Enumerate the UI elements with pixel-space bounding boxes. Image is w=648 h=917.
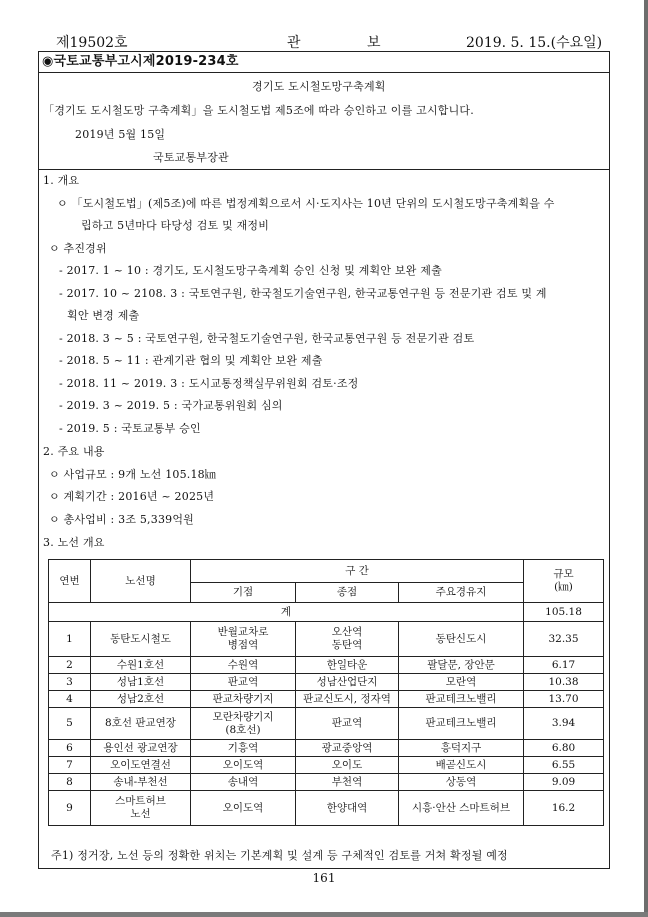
cell-km: 6.55 xyxy=(524,757,604,774)
cell-via: 판교테크노밸리 xyxy=(399,691,524,708)
cell-no: 9 xyxy=(49,791,91,826)
cell-km: 3.94 xyxy=(524,708,604,740)
header-via: 주요경유지 xyxy=(399,583,524,603)
history-item: 획안 변경 제출 xyxy=(67,309,140,322)
notice-statement: 「경기도 도시철도망 구축계획」을 도시철도법 제5조에 따라 승인하고 이를 고시합니다. xyxy=(43,104,474,117)
cell-via: 흥덕지구 xyxy=(399,740,524,757)
table-row xyxy=(49,757,604,774)
gazette-label-right: 보 xyxy=(367,35,381,51)
history-item: - 2018. 5 ~ 11 : 관계기관 협의 및 계획안 보완 제출 xyxy=(59,354,323,367)
table-row xyxy=(49,622,604,657)
cell-km: 16.2 xyxy=(524,791,604,826)
header-no: 연번 xyxy=(49,560,91,603)
cell-no: 2 xyxy=(49,657,91,674)
notice-frame xyxy=(38,51,610,869)
cell-km: 32.35 xyxy=(524,622,604,657)
page-edge-right xyxy=(644,0,648,917)
total-value: 105.18 xyxy=(524,603,604,622)
notice-date: 2019년 5월 15일 xyxy=(75,128,166,141)
table-row xyxy=(49,691,604,708)
cell-route-name: 성남1호선 xyxy=(91,674,191,691)
cell-start: 판교차량기지 xyxy=(191,691,296,708)
cell-end: 성남산업단지 xyxy=(296,674,399,691)
cell-via: 상동역 xyxy=(399,774,524,791)
cell-km: 13.70 xyxy=(524,691,604,708)
overview-bullet-history: ㅇ 추진경위 xyxy=(49,242,107,255)
page-edge-bottom xyxy=(0,912,648,917)
cell-start: 모란차량기지 (8호선) xyxy=(191,708,296,740)
cell-via: 모란역 xyxy=(399,674,524,691)
header-start: 기점 xyxy=(191,583,296,603)
cell-no: 4 xyxy=(49,691,91,708)
cell-route-name: 수원1호선 xyxy=(91,657,191,674)
cell-no: 8 xyxy=(49,774,91,791)
title-divider xyxy=(39,72,609,73)
cell-start: 오이도역 xyxy=(191,757,296,774)
cell-end: 한양대역 xyxy=(296,791,399,826)
header-scale-unit: (㎞) xyxy=(554,581,573,593)
cell-end: 판교역 xyxy=(296,708,399,740)
gazette-header xyxy=(0,32,648,52)
cell-route-name: 동탄도시철도 xyxy=(91,622,191,657)
table-row xyxy=(49,674,604,691)
table-row xyxy=(49,740,604,757)
table-row xyxy=(49,708,604,740)
cell-route-name: 용인선 광교연장 xyxy=(91,740,191,757)
table-row xyxy=(49,657,604,674)
body-divider xyxy=(39,169,609,170)
gazette-label-left: 관 xyxy=(287,35,301,51)
cell-start: 판교역 xyxy=(191,674,296,691)
cell-via: 동탄신도시 xyxy=(399,622,524,657)
issue-date: 2019. 5. 15.(수요일) xyxy=(466,35,603,51)
section-main-heading: 2. 주요 내용 xyxy=(43,445,105,458)
cell-end: 광교중앙역 xyxy=(296,740,399,757)
cell-start: 기흥역 xyxy=(191,740,296,757)
cell-no: 1 xyxy=(49,622,91,657)
cell-no: 3 xyxy=(49,674,91,691)
section-routes-heading: 3. 노선 개요 xyxy=(43,536,105,549)
cell-start: 오이도역 xyxy=(191,791,296,826)
table-row xyxy=(49,791,604,826)
total-row xyxy=(49,603,604,622)
route-table xyxy=(48,559,604,826)
cell-route-name: 성남2호선 xyxy=(91,691,191,708)
main-item-scale: ㅇ 사업규모 : 9개 노선 105.18㎞ xyxy=(49,468,217,481)
main-item-budget: ㅇ 총사업비 : 3조 5,339억원 xyxy=(49,513,194,526)
history-item: - 2017. 1 ~ 10 : 경기도, 도시철도망구축계획 승인 신청 및 계획안 보완 제출 xyxy=(59,264,442,277)
cell-end: 부천역 xyxy=(296,774,399,791)
cell-no: 6 xyxy=(49,740,91,757)
cell-start: 수원역 xyxy=(191,657,296,674)
cell-via: 배곧신도시 xyxy=(399,757,524,774)
history-item: - 2018. 3 ~ 5 : 국토연구원, 한국철도기술연구원, 한국교통연구원 등 전문기관 검토 xyxy=(59,332,475,345)
history-item: - 2019. 5 : 국토교통부 승인 xyxy=(59,422,201,435)
cell-via: 판교테크노밸리 xyxy=(399,708,524,740)
cell-via: 시흥·안산 스마트허브 xyxy=(399,791,524,826)
cell-route-name: 스마트허브 노선 xyxy=(91,791,191,826)
header-route-name: 노선명 xyxy=(91,560,191,603)
notice-number: ◉국토교통부고시제2019-234호 xyxy=(42,54,239,69)
header-scale xyxy=(524,560,604,603)
history-item: - 2018. 11 ~ 2019. 3 : 도시교통정책실무위원회 검토·조정 xyxy=(59,377,359,390)
header-end: 종점 xyxy=(296,583,399,603)
cell-km: 6.17 xyxy=(524,657,604,674)
cell-no: 5 xyxy=(49,708,91,740)
total-label: 계 xyxy=(49,603,524,622)
routes-footnote: 주1) 정거장, 노선 등의 정확한 위치는 기본계획 및 설계 등 구체적인 검토를 거쳐 확정될 예정 xyxy=(51,849,508,862)
cell-route-name: 오이도연결선 xyxy=(91,757,191,774)
cell-end: 오이도 xyxy=(296,757,399,774)
overview-bullet-legal-cont: 립하고 5년마다 타당성 검토 및 재정비 xyxy=(81,219,270,232)
cell-km: 10.38 xyxy=(524,674,604,691)
cell-via: 팔달문, 장안문 xyxy=(399,657,524,674)
cell-km: 9.09 xyxy=(524,774,604,791)
history-item: - 2019. 3 ~ 2019. 5 : 국가교통위원회 심의 xyxy=(59,399,283,412)
issue-number: 제19502호 xyxy=(56,35,128,51)
cell-start: 반월교차로 병점역 xyxy=(191,622,296,657)
cell-route-name: 송내-부천선 xyxy=(91,774,191,791)
cell-end: 오산역 동탄역 xyxy=(296,622,399,657)
table-row xyxy=(49,774,604,791)
page-number: 161 xyxy=(312,871,336,885)
cell-km: 6.80 xyxy=(524,740,604,757)
history-item: - 2017. 10 ~ 2108. 3 : 국토연구원, 한국철도기술연구원, 한국교통연구원 등 전문기관 검토 및 계 xyxy=(59,287,547,300)
main-item-period: ㅇ 계획기간 : 2016년 ~ 2025년 xyxy=(49,490,215,503)
notice-signer: 국토교통부장관 xyxy=(153,151,229,164)
overview-bullet-legal: ㅇ 「도시철도법」(제5조)에 따른 법정계획으로서 시·도지사는 10년 단위의 도시철도망구축계획을 수 xyxy=(57,197,555,210)
header-section: 구 간 xyxy=(191,560,524,583)
plan-title: 경기도 도시철도망구축계획 xyxy=(252,80,386,93)
cell-end: 한일타운 xyxy=(296,657,399,674)
cell-no: 7 xyxy=(49,757,91,774)
cell-end: 판교신도시, 정자역 xyxy=(296,691,399,708)
table-header-row xyxy=(49,560,604,583)
section-overview-heading: 1. 개요 xyxy=(43,174,80,187)
cell-start: 송내역 xyxy=(191,774,296,791)
cell-route-name: 8호선 판교연장 xyxy=(91,708,191,740)
header-scale-label: 규모 xyxy=(553,568,574,580)
